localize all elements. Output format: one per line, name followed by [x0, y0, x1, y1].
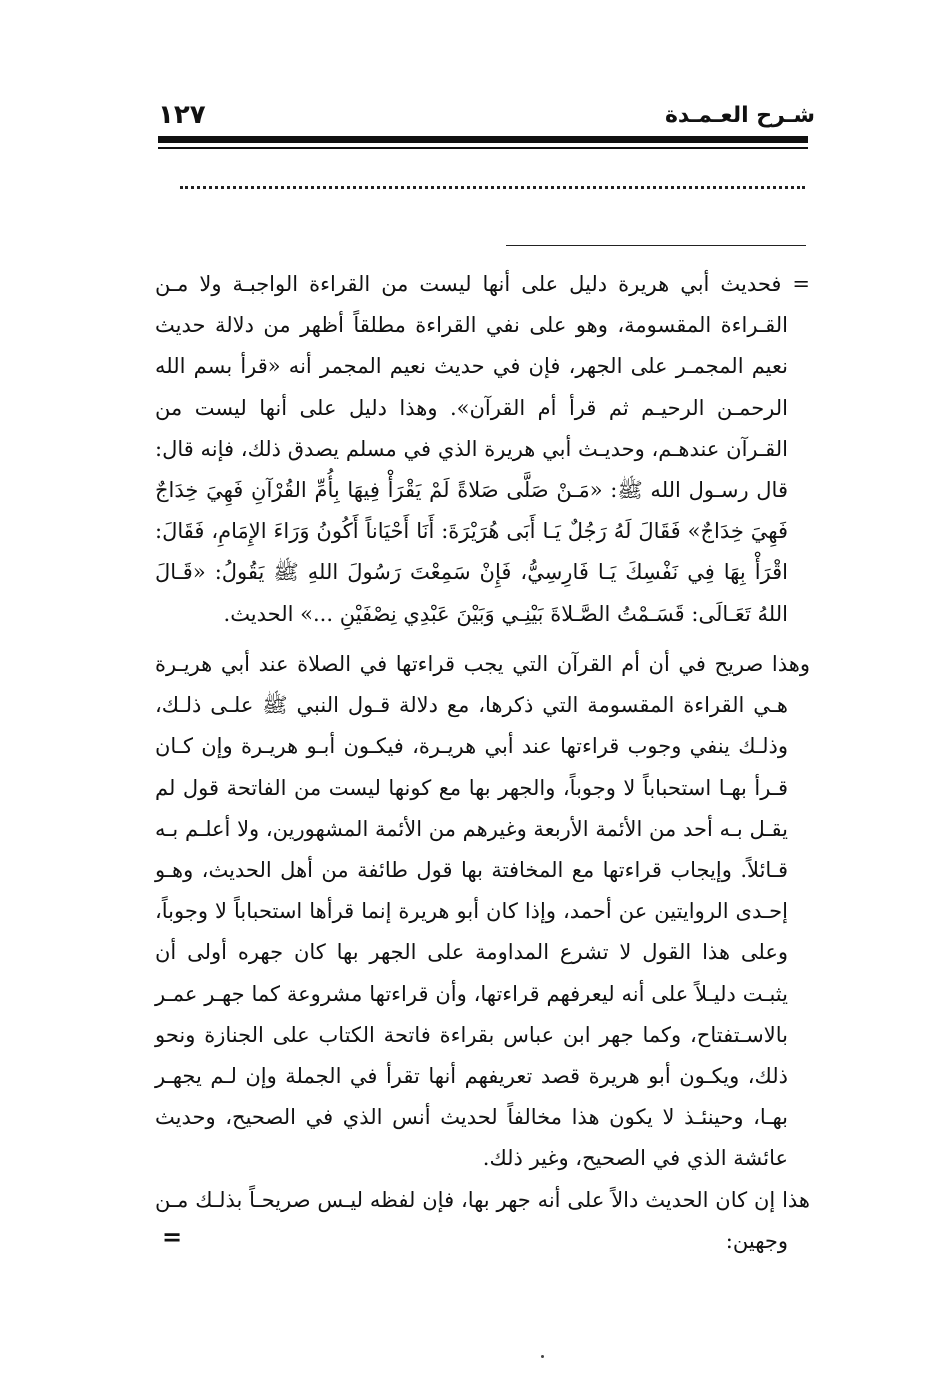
continuation-mark: =	[162, 1222, 183, 1251]
footnote-text-2: وهذا صريح في أن أم القرآن التي يجب قراءتها في الصلاة عند أبي هريـرة هـي القراءة المقسومة التي ذكرها، مع دلالة قـول النبي ﷺ علـى ذلـك، وذلـك ينفي وجوب قراءتها عند أبي هريـرة، فيكـون أبـو هريـرة وإن كـان قـرأ بهـا استحباباً لا وجوباً، والجهر بها مع كونها ليست من الفاتحة قول لم يقـل بـه أحد من الأئمة الأربعة وغيرهم من الأئمة المشهورين، ولا أعلـم بـه قـائلاً. وإيجاب قراءتها مع المخافتة بها قول طائفة من أهل الحديث، وهـو إحـدى الروايتين عن أحمد، وإذا كان أبو هريرة إنما قرأها استحباباً لا وجوباً، وعلى هذا القول لا تشرع المداومة على الجهر بها كان جهره أولى أن يثبـت دليـلاً على أنه ليعرفهم قراءتها، وأن قراءتها مشروعة كما جهـر عمـر بالاسـتفتاح، وكما جهر ابن عباس بقراءة فاتحة الكتاب على الجنازة ونحو ذلك، ويكـون أبو هريرة قصد تعريفهم أنها تقرأ في الجملة وإن لـم يجهـر بهـا، وحينئـذ لا يكون هذا مخالفاً لحديث أنس الذي في الصحيح، وحديث عائشة الذي في الصحيح، وغير ذلك.	[155, 652, 810, 1171]
page-number: ١٢٧	[158, 100, 206, 130]
scan-speck	[541, 1355, 544, 1358]
footnote-paragraph-1	[155, 264, 810, 635]
dotted-separator	[180, 186, 805, 189]
running-header-title: شـرح العـمـدة	[664, 103, 815, 128]
footnote-paragraph-3	[155, 1180, 810, 1262]
footnote-rule	[506, 245, 806, 246]
header-rule-thick	[158, 136, 808, 143]
footnote-paragraph-2	[155, 644, 810, 1180]
footnote-text-1: = فحديث أبي هريرة دليل على أنها ليست من القراءة الواجبـة ولا مـن القـراءة المقسومة، وهو على نفي القراءة مطلقاً أظهر من دلالة حديث نعيم المجمـر على الجهر، فإن في حديث نعيم المجمر أنه «قرأ بسم الله الرحمـن الرحيـم ثم قرأ أم القرآن». وهذا دليل على أنها ليست من القـرآن عندهـم، وحديـث أبي هريرة الذي في مسلم يصدق ذلك، فإنه قال: قال رسـول الله ﷺ: «مَـنْ صَلَّى صَلاةً لَمْ يَقْرَأْ فِيهَا بِأُمِّ القُرْآنِ فَهِيَ خِدَاجٌ فَهِيَ خِدَاجٌ» فَقَالَ لَهُ رَجُلٌ يَـا أَبَى هُرَيْرَةَ: أَنَا أَحْيَاناً أَكُونُ وَرَاءَ الإِمَامِ، فَقَالَ: اقْرَأْ بِهَا فِي نَفْسِكَ يَـا فَارِسِيُّ، فَإِنْ سَمِعْتَ رَسُولَ اللهِ ﷺ يَقُولُ: «قَـالَ اللهُ تَعَـالَى: قَسَـمْتُ الصَّـلاةَ بَيْنِـي وَبَيْنَ عَبْدِي نِصْفَيْنِ ...» الحديث.	[155, 272, 810, 626]
footnote-text-3: هذا إن كان الحديث دالاً على أنه جهر بها، فإن لفظه ليـس صريحـاً بذلـك مـن وجهين:	[155, 1188, 810, 1254]
header-rule-thin	[158, 147, 808, 149]
